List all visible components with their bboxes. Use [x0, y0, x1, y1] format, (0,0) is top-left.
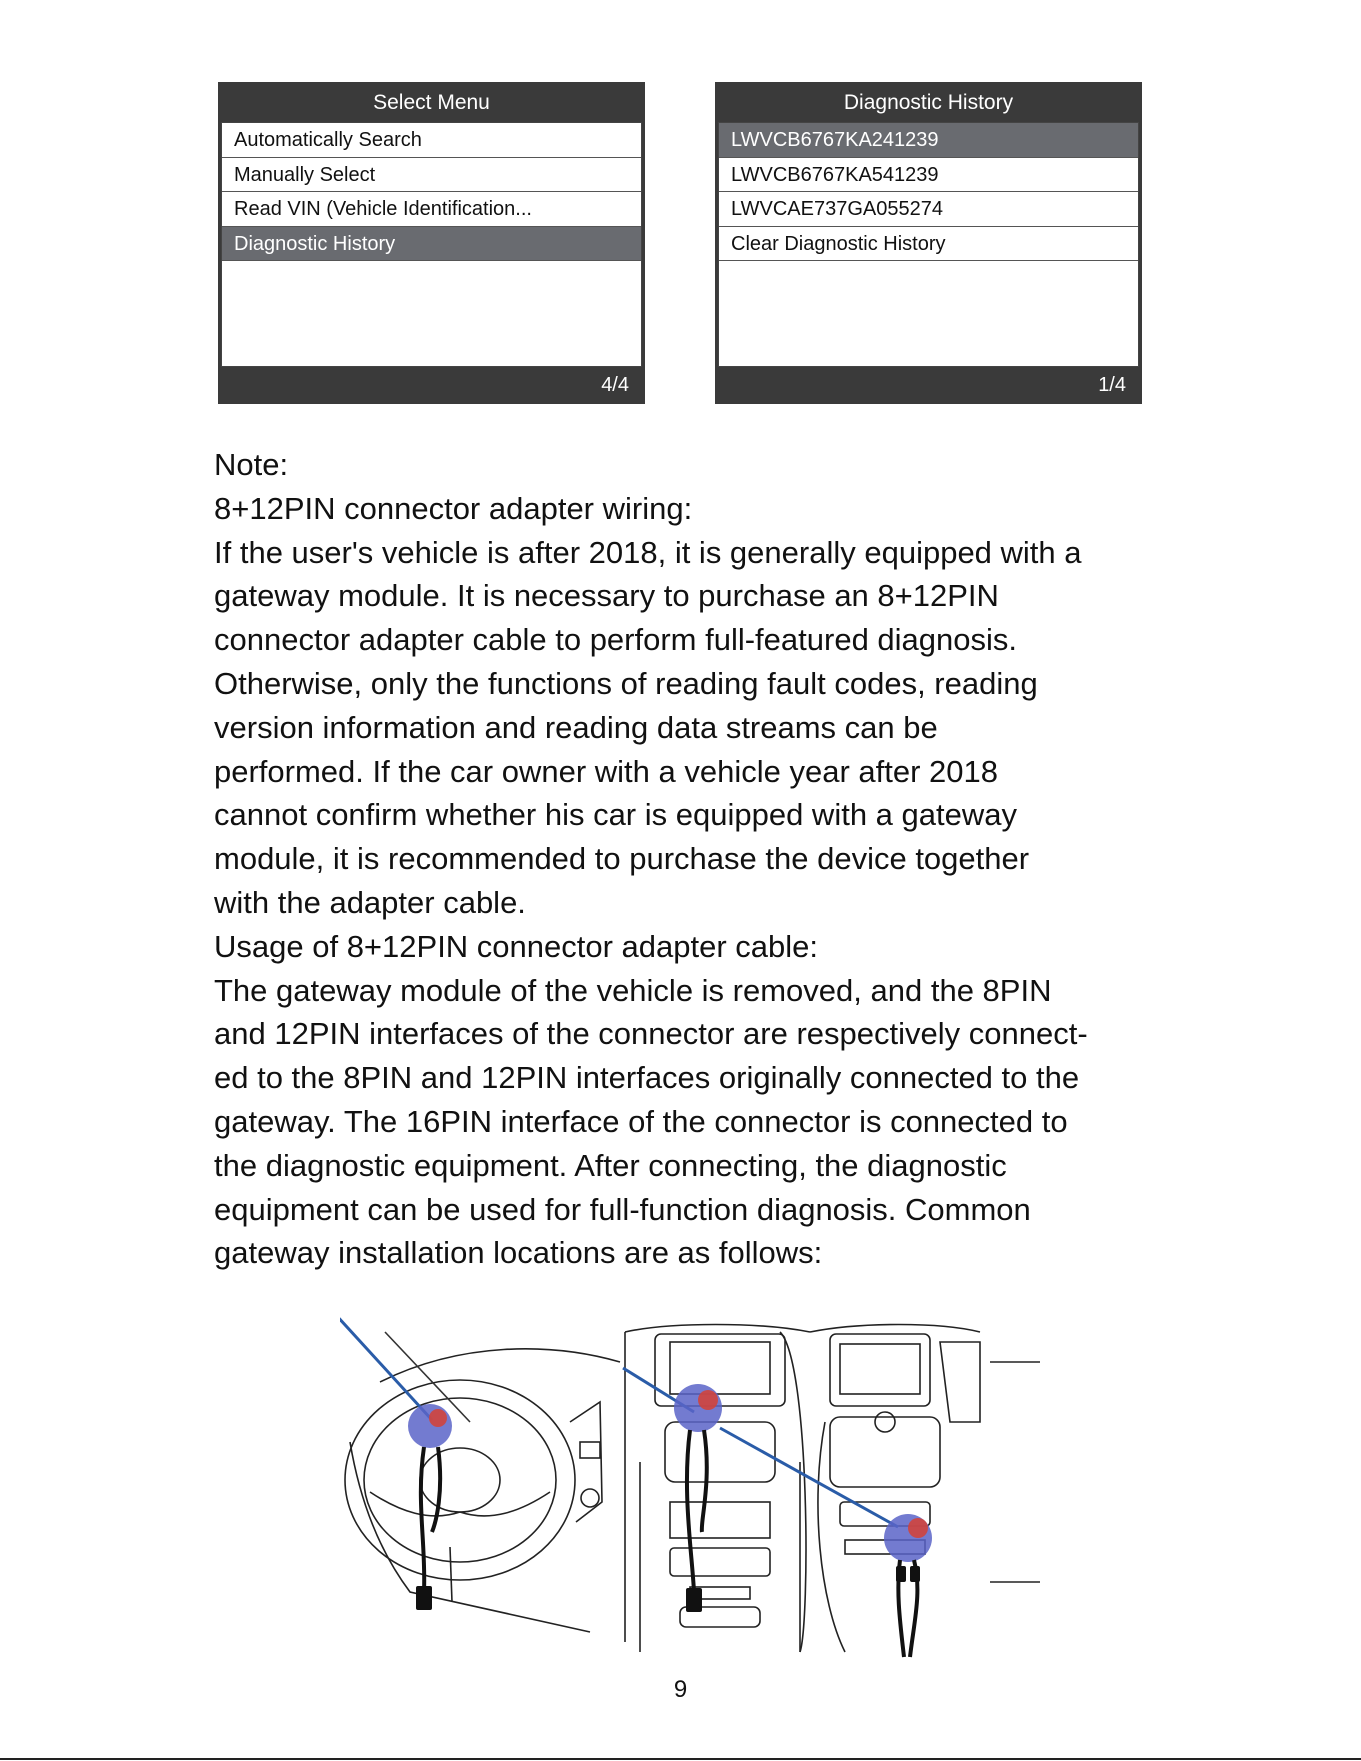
text-line: connector adapter cable to perform full-featured diagnosis.	[214, 622, 1018, 658]
text-line: performed. If the car owner with a vehicle year after 2018	[214, 753, 999, 789]
text-line: module, it is recommended to purchase the device together	[214, 841, 1030, 877]
text-line: the diagnostic equipment. After connecting, the diagnostic	[214, 1147, 1007, 1183]
text-line: gateway. The 16PIN interface of the connector is connected to	[214, 1103, 1068, 1139]
page-indicator: 4/4	[601, 374, 629, 396]
text-line: gateway module. It is necessary to purchase an 8+12PIN	[214, 578, 999, 614]
text-line: 8+12PIN connector adapter wiring:	[214, 490, 693, 526]
text-line: version information and reading data streams can be	[214, 709, 938, 745]
text-line: gateway installation locations are as follows:	[214, 1235, 823, 1271]
menu-item-read-vin[interactable]: Read VIN (Vehicle Identification...	[222, 192, 641, 227]
text-line: The gateway module of the vehicle is removed, and the 8PIN	[214, 972, 1052, 1008]
page-number: 9	[673, 1676, 688, 1703]
menu-list	[221, 122, 642, 367]
note-text	[214, 443, 1174, 1275]
text-line: If the user's vehicle is after 2018, it is generally equipped with a	[214, 534, 1082, 570]
screen-title: Select Menu	[373, 91, 490, 114]
select-menu-screen	[218, 82, 645, 404]
text-line: and 12PIN interfaces of the connector are respectively connect-	[214, 1016, 1088, 1052]
text-line: Usage of 8+12PIN connector adapter cable:	[214, 928, 819, 964]
clear-history-item[interactable]: Clear Diagnostic History	[719, 227, 1138, 262]
text-line: equipment can be used for full-function diagnosis. Common	[214, 1191, 1031, 1227]
page-bottom-divider	[0, 1758, 1361, 1760]
menu-item-automatically-search[interactable]: Automatically Search	[222, 123, 641, 158]
text-line: ed to the 8PIN and 12PIN interfaces originally connected to the	[214, 1060, 1080, 1096]
menu-item-manually-select[interactable]: Manually Select	[222, 158, 641, 193]
history-item-vin[interactable]: LWVCB6767KA541239	[719, 158, 1138, 193]
menu-item-diagnostic-history[interactable]: Diagnostic History	[222, 227, 641, 262]
history-list	[718, 122, 1139, 367]
text-line: Otherwise, only the functions of reading fault codes, reading	[214, 665, 1038, 701]
text-line: cannot confirm whether his car is equipped with a gateway	[214, 797, 1017, 833]
history-item-vin[interactable]: LWVCAE737GA055274	[719, 192, 1138, 227]
passenger-side-panel	[810, 1325, 1040, 1653]
history-item-vin[interactable]: LWVCB6767KA241239	[719, 123, 1138, 158]
center-console-panel	[625, 1325, 810, 1653]
diagnostic-history-screen	[715, 82, 1142, 404]
steering-wheel-panel	[345, 1332, 620, 1632]
gateway-locations-illustration	[340, 1302, 1040, 1662]
text-line: with the adapter cable.	[214, 884, 526, 920]
note-heading: Note:	[214, 447, 289, 482]
screen-title: Diagnostic History	[843, 91, 1014, 114]
page-indicator: 1/4	[1098, 374, 1126, 396]
